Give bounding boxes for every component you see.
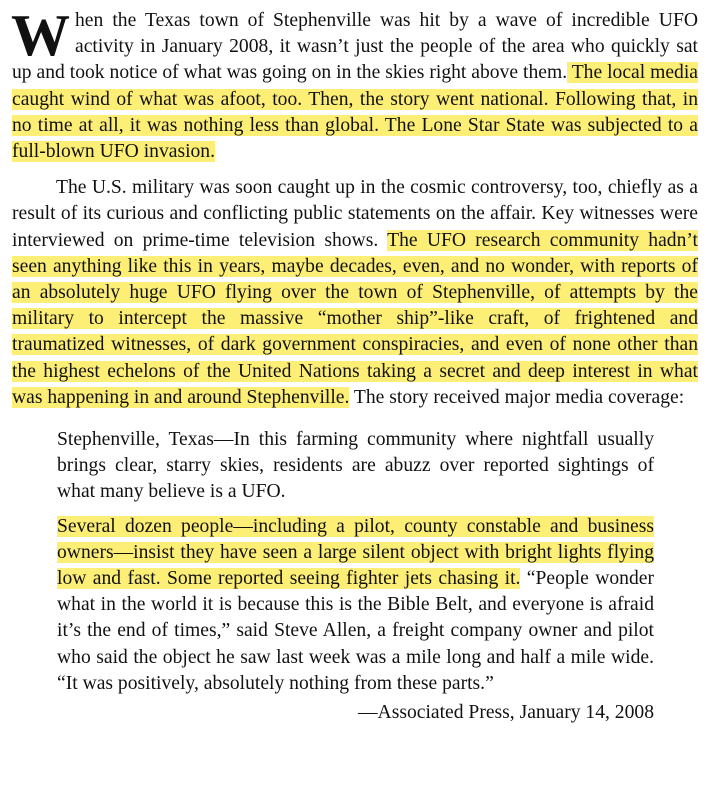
drop-cap: W <box>11 2 70 68</box>
media-coverage-text: The story received major media coverage: <box>349 386 685 408</box>
quote-highlighted-text[interactable]: Several dozen people—including a pilot, county constable and business owners—insist they have seen a large silent object with bright lights flying low and fast. Some reported seeing fighter jets chasing it. <box>57 515 654 590</box>
document-page <box>11 2 699 726</box>
quote-paragraph-2 <box>57 514 654 697</box>
quote-paragraph-1: Stephenville, Texas—In this farming community where nightfall usually brings clear, starry skies, residents are abuzz over reported sightings of what many believe is a UFO. <box>57 429 654 503</box>
military-highlighted-text[interactable]: The UFO research community hadn’t seen anything like this in years, maybe decades, even, and no wonder, with reports of an absolutely huge UFO flying over the town of Stephenville, of attempts by the military to intercept the massive “mother ship”-like craft, of frightened and traumatized witnesses, of dark government conspiracies, and even of none other than the highest echelons of the United Nations taking a secret and deep interest in what was happening in and around Stephenville. <box>12 229 699 408</box>
intro-text: hen the Texas town of Stephenville was hit by a wave of incredible UFO activity in January 2008, it wasn’t just the people of the area who quickly sat up and took notice of what was going on in the skies right above them. <box>12 10 698 84</box>
block-quote <box>57 427 654 726</box>
quote-text: “People wonder what in the world it is because this is the Bible Belt, and everyone is afraid it’s the end of times,” said Steve Allen, a freight company owner and pilot who said the object he saw last week was a mile long and half a mile wide. “It was positively, absolutely nothing from these parts.” <box>57 568 654 694</box>
paragraph-intro <box>11 2 698 165</box>
quote-source: —Associated Press, January 14, 2008 <box>357 702 654 724</box>
paragraph-military <box>12 175 698 411</box>
military-text: The U.S. military was soon caught up in the cosmic controversy, too, chiefly as a result of its curious and conflicting public statements on the affair. Key witnesses were interviewed on prime-time television shows. <box>12 177 698 251</box>
intro-highlighted-text[interactable]: The local media caught wind of what was afoot, too. Then, the story went national. Following that, in no time at all, it was nothing less than global. The Lone Star State was subjected to a full-blown UFO invasion. <box>12 62 698 163</box>
